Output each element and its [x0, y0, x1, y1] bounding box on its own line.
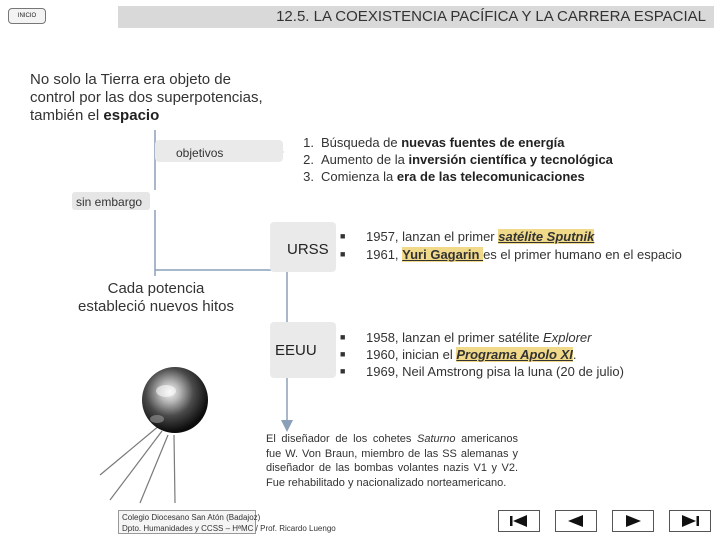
- last-icon: [670, 511, 710, 531]
- goal-2-bold: inversión científica y tecnológica: [408, 152, 613, 167]
- objetivos-label: objetivos: [176, 146, 224, 160]
- goal-item-3: [321, 169, 585, 184]
- urss-fact-1-text: 1957, lanzan el primer: [366, 229, 499, 244]
- sputnik-link[interactable]: satélite Sputnik: [498, 229, 595, 244]
- first-icon: [499, 511, 539, 531]
- goal-1-plain: Búsqueda de: [321, 135, 402, 150]
- eeuu-fact-1: [366, 330, 591, 345]
- eeuu-fact-2-tail: .: [572, 347, 577, 362]
- sin-embargo-label: sin embargo: [76, 195, 143, 209]
- first-slide-button[interactable]: [498, 510, 540, 532]
- intro-text: [30, 71, 290, 125]
- goal-1-bold: nuevas fuentes de energía: [401, 135, 565, 150]
- intro-line-3-plain: también el: [30, 107, 104, 124]
- cada-potencia-line-2: estableció nuevos hitos: [78, 298, 234, 315]
- goal-item-1: [321, 135, 565, 150]
- eeuu-fact-2-text: 1960, inician el: [366, 347, 457, 362]
- von-braun-note: [266, 432, 518, 490]
- eeuu-fact-3: [366, 364, 624, 379]
- prev-icon: [556, 511, 596, 531]
- urss-fact-2-tail: es el primer humano en el espacio: [483, 247, 682, 262]
- note-text-start: El diseñador de los cohetes: [266, 433, 417, 445]
- last-slide-button[interactable]: [669, 510, 711, 532]
- cada-potencia-text: [66, 280, 246, 316]
- goal-3-plain: Comienza la: [321, 169, 397, 184]
- intro-line-2: control por las dos superpotencias,: [30, 89, 263, 106]
- footer-credit: [118, 510, 336, 534]
- page-title: 12.5. LA COEXISTENCIA PACÍFICA Y LA CARRERA ESPACIAL: [276, 8, 706, 25]
- note-saturno: Saturno: [417, 433, 456, 445]
- prev-slide-button[interactable]: [555, 510, 597, 532]
- apolo-link[interactable]: Programa Apolo XI: [456, 347, 573, 362]
- cada-potencia-line-1: Cada potencia: [107, 280, 205, 297]
- eeuu-fact-2: [366, 347, 577, 362]
- bullet-icon: ■: [340, 332, 346, 342]
- explorer-text: Explorer: [543, 330, 592, 345]
- footer-line-1: Colegio Diocesano San Atón (Badajoz): [122, 513, 261, 522]
- note-text-rest: americanos fue W. Von Braun, miembro de las SS alemanas y diseñador de las bombas volantes nazis V1 y V2. Fue rehabilitado y nacionalizado norteamericano.: [266, 433, 519, 489]
- gagarin-link[interactable]: Yuri Gagarin: [402, 247, 484, 262]
- footer-line-2: Dpto. Humanidades y CCSS – HªMC / Prof. Ricardo Luengo: [122, 524, 336, 533]
- bullet-icon: ■: [340, 349, 346, 359]
- goal-number-3: 3.: [303, 169, 314, 184]
- next-slide-button[interactable]: [612, 510, 654, 532]
- eeuu-fact-1-text: 1958, lanzan el primer satélite: [366, 330, 544, 345]
- urss-fact-1: [366, 229, 594, 244]
- goal-2-plain: Aumento de la: [321, 152, 409, 167]
- intro-line-3: [30, 107, 290, 125]
- urss-fact-2: [366, 247, 682, 262]
- eeuu-fact-3-text: 1969, Neil Amstrong pisa la luna (20 de julio): [366, 364, 624, 379]
- urss-fact-2-text: 1961,: [366, 247, 403, 262]
- goal-item-2: [321, 152, 613, 167]
- goal-number-2: 2.: [303, 152, 314, 167]
- intro-line-3-bold: espacio: [103, 107, 160, 124]
- bullet-icon: ■: [340, 249, 346, 259]
- goal-number-1: 1.: [303, 135, 314, 150]
- urss-label: URSS: [287, 241, 329, 258]
- home-button[interactable]: INICIO: [8, 8, 46, 24]
- eeuu-label: EEUU: [275, 342, 317, 359]
- next-icon: [613, 511, 653, 531]
- intro-line-1: No solo la Tierra era objeto de: [30, 71, 231, 88]
- bullet-icon: ■: [340, 366, 346, 376]
- bullet-icon: ■: [340, 231, 346, 241]
- goal-3-bold: era de las telecomunicaciones: [396, 169, 585, 184]
- sputnik-image: [100, 345, 260, 505]
